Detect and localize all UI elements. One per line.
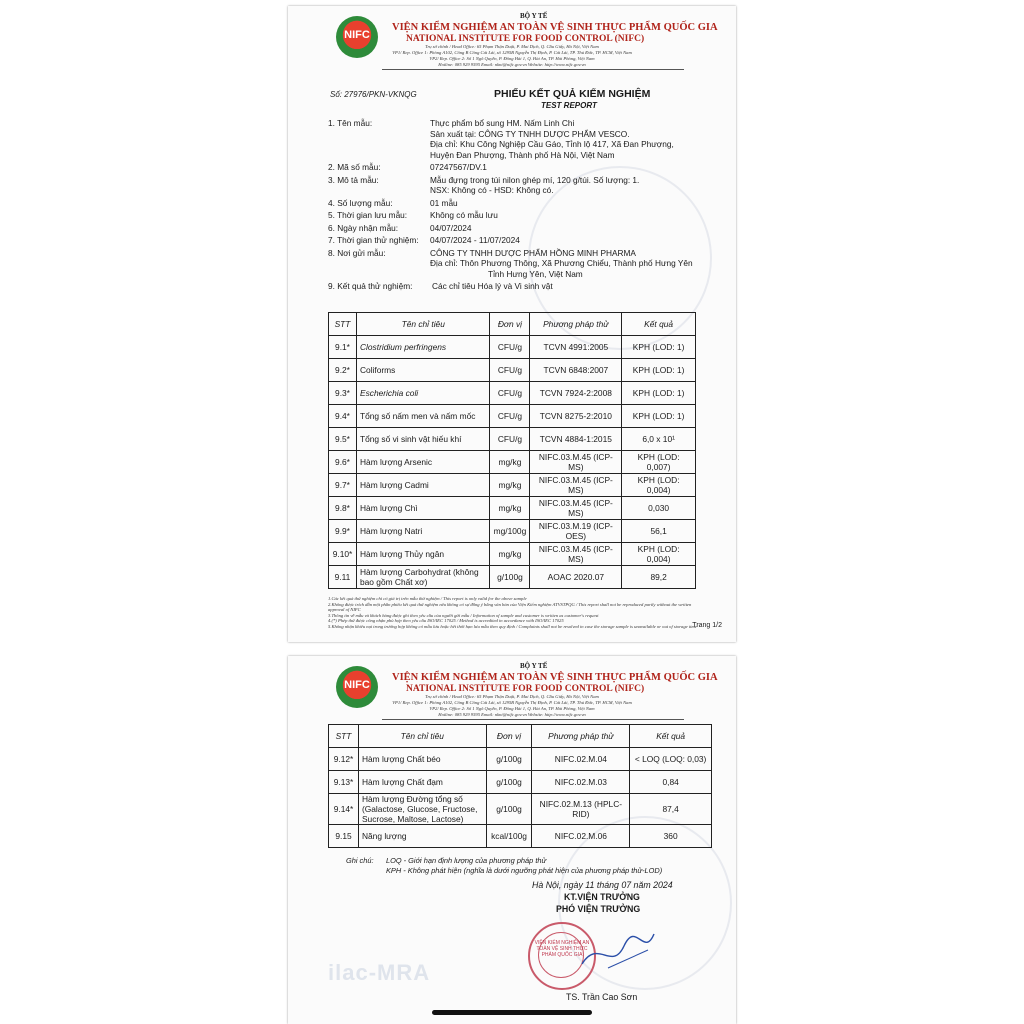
cell-method: NIFC.02.M.13 (HPLC-RID) xyxy=(532,794,630,825)
table-row xyxy=(329,382,696,405)
cell-unit: mg/kg xyxy=(490,451,530,474)
cell-result: 56,1 xyxy=(622,520,696,543)
sign-role: KT.VIỆN TRƯỞNG xyxy=(564,892,640,902)
sign-date: Hà Nội, ngày 11 tháng 07 năm 2024 xyxy=(532,880,673,890)
ilac-mra-watermark: ilac-MRA xyxy=(328,960,431,985)
report-header xyxy=(288,656,736,720)
info-label: 8. Nơi gửi mẫu: xyxy=(328,247,386,258)
institute-name-vn: VIỆN KIỂM NGHIỆM AN TOÀN VỆ SINH THỰC PHẨM QUỐC GIA xyxy=(392,672,718,683)
cell-name: Clostridium perfringens xyxy=(356,336,489,359)
info-value: 04/07/2024 - 11/07/2024 xyxy=(430,235,520,245)
cell-unit: kcal/100g xyxy=(486,825,532,848)
info-label: 2. Mã số mẫu: xyxy=(328,162,381,172)
info-label: 9. Kết quả thử nghiệm: xyxy=(328,281,413,291)
footnote: 5.Không nhận khiếu nại trong trường hợp không có mẫu lưu hoặc hết thời hạn lưu mẫu theo quy định / Complaints shall not be resolved in case the storage sample is unavailable or out of storage time xyxy=(328,623,697,629)
cell-stt: 9.6* xyxy=(329,451,357,474)
header-contact: Hotline: 085 929 9595 Email: nkni@nifc.gov.vn Website: http://www.nifc.gov.vn xyxy=(438,62,586,67)
cell-method: NIFC.03.M.45 (ICP-MS) xyxy=(530,451,622,474)
cell-stt: 9.8* xyxy=(329,497,357,520)
page-number: Trang 1/2 xyxy=(692,622,722,629)
col-header-unit: Đơn vị xyxy=(486,725,532,748)
cell-name: Hàm lượng Chất béo xyxy=(358,748,486,771)
note-kph: KPH - Không phát hiện (nghĩa là dưới ngưỡng phát hiện của phương pháp thử-LOD) xyxy=(386,866,663,875)
cell-name: Hàm lượng Chì xyxy=(356,497,489,520)
cell-method: NIFC.03.M.45 (ICP-MS) xyxy=(530,497,622,520)
cell-unit: CFU/g xyxy=(490,405,530,428)
table-row xyxy=(329,771,712,794)
cell-stt: 9.4* xyxy=(329,405,357,428)
cell-result: 6,0 x 10¹ xyxy=(622,428,696,451)
cell-result: KPH (LOD: 1) xyxy=(622,359,696,382)
col-header-stt: STT xyxy=(329,313,357,336)
col-header-result: Kết quả xyxy=(622,313,696,336)
header-address: VP1/ Rep. Office 1: Phòng A102, Công B Công Cát Lái, số 1295B Nguyễn Thị Định, P. Cát Lái, TP. Thủ Đức, TP. HCM, Việt Nam xyxy=(392,50,632,55)
col-header-name: Tên chỉ tiêu xyxy=(356,313,489,336)
table-row xyxy=(329,451,696,474)
cell-result: KPH (LOD: 1) xyxy=(622,405,696,428)
cell-name: Hàm lượng Thủy ngân xyxy=(356,543,489,566)
col-header-unit: Đơn vị xyxy=(490,313,530,336)
cell-unit: CFU/g xyxy=(490,336,530,359)
cell-stt: 9.3* xyxy=(329,382,357,405)
table-row xyxy=(329,543,696,566)
info-label: 7. Thời gian thử nghiệm: xyxy=(328,235,419,245)
cell-name: Năng lượng xyxy=(358,825,486,848)
cell-unit: g/100g xyxy=(486,794,532,825)
table-row xyxy=(329,359,696,382)
header-divider xyxy=(382,719,684,720)
cell-unit: CFU/g xyxy=(490,359,530,382)
cell-method: NIFC.03.M.19 (ICP-OES) xyxy=(530,520,622,543)
info-value: Tỉnh Hưng Yên, Việt Nam xyxy=(488,268,583,279)
table-row xyxy=(329,520,696,543)
col-header-result: Kết quả xyxy=(630,725,712,748)
col-header-method: Phương pháp thử xyxy=(532,725,630,748)
document-number: Số: 27976/PKN-VKNQG xyxy=(330,90,417,99)
report-page-1 xyxy=(288,6,736,642)
report-header xyxy=(288,6,736,70)
notes-label: Ghi chú: xyxy=(346,856,374,865)
official-stamp: VIỆN KIỂM NGHIỆM AN TOÀN VỆ SINH THỰC PHẨM QUỐC GIA xyxy=(528,922,596,990)
info-label: 5. Thời gian lưu mẫu: xyxy=(328,210,408,220)
footnotes xyxy=(328,596,708,630)
header-address: VP2/ Rep. Office 2: Số 1 Ngô Quyền, P. Đông Hải 1, Q. Hải An, TP. Hải Phòng, Việt Nam xyxy=(429,706,595,711)
header-contact: Hotline: 085 929 9595 Email: nkni@nifc.gov.vn Website: http://www.nifc.gov.vn xyxy=(438,712,586,717)
cell-method: NIFC.02.M.04 xyxy=(532,748,630,771)
info-value: Huyện Đan Phượng, Thành phố Hà Nội, Việt Nam xyxy=(430,149,615,160)
institute-name-en: NATIONAL INSTITUTE FOR FOOD CONTROL (NIFC) xyxy=(406,684,645,694)
cell-result: < LOQ (LOQ: 0,03) xyxy=(630,748,712,771)
info-value: 01 mẫu xyxy=(430,197,458,208)
info-value: CÔNG TY TNHH DƯỢC PHẨM HỒNG MINH PHARMA xyxy=(430,247,636,258)
info-value: Không có mẫu lưu xyxy=(430,210,498,220)
results-table xyxy=(328,724,712,848)
table-row xyxy=(329,748,712,771)
footnote: 4.(*) Phép thử được công nhận phù hợp theo yêu cầu ISO/IEC 17025 / Method is accredited in accordance with ISO/IEC 17025 xyxy=(328,618,564,624)
nifc-logo-icon: NIFC xyxy=(336,16,378,58)
cell-stt: 9.12* xyxy=(329,748,359,771)
header-address: VP1/ Rep. Office 1: Phòng A102, Công B Công Cát Lái, số 1295B Nguyễn Thị Định, P. Cát Lái, TP. Thủ Đức, TP. HCM, Việt Nam xyxy=(392,700,632,705)
info-value: Thực phẩm bổ sung HM. Nấm Linh Chi xyxy=(430,118,575,128)
institute-name-en: NATIONAL INSTITUTE FOR FOOD CONTROL (NIFC) xyxy=(406,34,645,44)
info-value: Sản xuất tại: CÔNG TY TNHH DƯỢC PHẨM VESCO. xyxy=(430,128,630,139)
cell-name: Tổng số nấm men và nấm mốc xyxy=(356,405,489,428)
info-value: 07247567/DV.1 xyxy=(430,162,487,172)
cell-result: 87,4 xyxy=(630,794,712,825)
info-value: NSX: Không có - HSD: Không có. xyxy=(430,185,554,195)
cell-name: Escherichia coli xyxy=(356,382,489,405)
header-address: Trụ sở chính / Head Office: 65 Phạm Thận Duật, P. Mai Dịch, Q. Cầu Giấy, Hà Nội, Việt Nam xyxy=(425,694,599,699)
info-value: Mẫu đựng trong túi nilon ghép mí, 120 g/túi. Số lượng: 1. xyxy=(430,174,640,185)
cell-result: 89,2 xyxy=(622,566,696,589)
report-page-2 xyxy=(288,656,736,1024)
cell-method: NIFC.02.M.03 xyxy=(532,771,630,794)
cell-name: Hàm lượng Arsenic xyxy=(356,451,489,474)
cell-stt: 9.11 xyxy=(329,566,357,589)
cell-name: Hàm lượng Cadmi xyxy=(356,474,489,497)
cell-result: KPH (LOD: 1) xyxy=(622,336,696,359)
cell-result: 0,030 xyxy=(622,497,696,520)
info-label: 4. Số lượng mẫu: xyxy=(328,197,393,208)
cell-stt: 9.1* xyxy=(329,336,357,359)
cell-method: NIFC.03.M.45 (ICP-MS) xyxy=(530,474,622,497)
info-label: 6. Ngày nhận mẫu: xyxy=(328,222,399,233)
header-address: Trụ sở chính / Head Office: 65 Phạm Thận Duật, P. Mai Dịch, Q. Cầu Giấy, Hà Nội, Việt Nam xyxy=(425,44,599,49)
cell-unit: mg/kg xyxy=(490,474,530,497)
info-value: Địa chỉ: Thôn Phương Thông, Xã Phương Chiểu, Thành phố Hưng Yên xyxy=(430,258,693,268)
cell-method: NIFC.03.M.45 (ICP-MS) xyxy=(530,543,622,566)
report-title: PHIẾU KẾT QUẢ KIỂM NGHIỆM xyxy=(494,88,651,100)
home-indicator[interactable] xyxy=(432,1010,592,1015)
institute-name-vn: VIỆN KIỂM NGHIỆM AN TOÀN VỆ SINH THỰC PHẨM QUỐC GIA xyxy=(392,22,718,33)
cell-stt: 9.13* xyxy=(329,771,359,794)
info-value: Địa chỉ: Khu Công Nghiệp Cầu Gáo, Tỉnh lộ 417, Xã Đan Phượng, xyxy=(430,139,674,149)
cell-result: KPH (LOD: 0,004) xyxy=(622,543,696,566)
cell-name: Coliforms xyxy=(356,359,489,382)
cell-stt: 9.5* xyxy=(329,428,357,451)
nifc-logo-icon: NIFC xyxy=(336,666,378,708)
cell-unit: CFU/g xyxy=(490,428,530,451)
cell-method: AOAC 2020.07 xyxy=(530,566,622,589)
col-header-method: Phương pháp thử xyxy=(530,313,622,336)
col-header-name: Tên chỉ tiêu xyxy=(358,725,486,748)
info-label: 1. Tên mẫu: xyxy=(328,118,373,128)
cell-method: TCVN 4884-1:2015 xyxy=(530,428,622,451)
cell-name: Hàm lượng Đường tổng số (Galactose, Glucose, Fructose, Sucrose, Maltose, Lactose) xyxy=(358,794,486,825)
table-row xyxy=(329,336,696,359)
cell-name: Hàm lượng Chất đạm xyxy=(358,771,486,794)
cell-method: TCVN 8275-2:2010 xyxy=(530,405,622,428)
signer-name: TS. Trần Cao Sơn xyxy=(566,992,638,1002)
cell-result: KPH (LOD: 0,007) xyxy=(622,451,696,474)
cell-unit: CFU/g xyxy=(490,382,530,405)
cell-method: NIFC.02.M.06 xyxy=(532,825,630,848)
note-loq: LOQ - Giới hạn định lượng của phương pháp thử xyxy=(386,856,547,865)
cell-unit: mg/kg xyxy=(490,497,530,520)
cell-name: Hàm lượng Natri xyxy=(356,520,489,543)
cell-method: TCVN 6848:2007 xyxy=(530,359,622,382)
footnote: 1.Các kết quả thử nghiệm chỉ có giá trị trên mẫu thử nghiệm / This report is only valid for the above sample xyxy=(328,596,527,601)
footnote: 2.Không được trích dẫn một phần phiếu kết quả thử nghiệm nếu không có sự đồng ý bằng văn bản của Viện Kiểm nghiệm ATVSTPQG / This report shall not be reproduced partly without the written approval of NIFC xyxy=(328,601,692,613)
table-row xyxy=(329,566,696,589)
footnote: 3.Thông tin về mẫu và khách hàng được ghi theo yêu cầu của người gửi mẫu / Information of sample and customer is written as customer's request xyxy=(328,612,599,618)
cell-result: 360 xyxy=(630,825,712,848)
report-subtitle: TEST REPORT xyxy=(541,101,597,110)
cell-unit: g/100g xyxy=(486,748,532,771)
table-row xyxy=(329,825,712,848)
table-row xyxy=(329,405,696,428)
table-row xyxy=(329,794,712,825)
cell-unit: g/100g xyxy=(486,771,532,794)
signature-icon xyxy=(578,928,658,978)
sign-role-deputy: PHÓ VIỆN TRƯỞNG xyxy=(556,904,641,914)
cell-method: TCVN 4991:2005 xyxy=(530,336,622,359)
ministry-name: BỘ Y TẾ xyxy=(520,662,548,670)
info-value: Các chỉ tiêu Hóa lý và Vi sinh vật xyxy=(432,281,553,291)
cell-result: 0,84 xyxy=(630,771,712,794)
header-address: VP2/ Rep. Office 2: Số 1 Ngô Quyền, P. Đông Hải 1, Q. Hải An, TP. Hải Phòng, Việt Nam xyxy=(429,56,595,61)
cell-stt: 9.2* xyxy=(329,359,357,382)
cell-stt: 9.15 xyxy=(329,825,359,848)
table-row xyxy=(329,497,696,520)
cell-unit: g/100g xyxy=(490,566,530,589)
table-row xyxy=(329,428,696,451)
info-label: 3. Mô tả mẫu: xyxy=(328,174,379,185)
cell-unit: mg/kg xyxy=(490,543,530,566)
table-row xyxy=(329,474,696,497)
ministry-name: BỘ Y TẾ xyxy=(520,12,548,20)
cell-method: TCVN 7924-2:2008 xyxy=(530,382,622,405)
cell-name: Hàm lượng Carbohydrat (không bao gồm Chất xơ) xyxy=(356,566,489,589)
cell-unit: mg/100g xyxy=(490,520,530,543)
cell-result: KPH (LOD: 0,004) xyxy=(622,474,696,497)
results-table xyxy=(328,312,696,589)
cell-name: Tổng số vi sinh vật hiếu khí xyxy=(356,428,489,451)
cell-stt: 9.7* xyxy=(329,474,357,497)
cell-stt: 9.9* xyxy=(329,520,357,543)
cell-result: KPH (LOD: 1) xyxy=(622,382,696,405)
cell-stt: 9.10* xyxy=(329,543,357,566)
col-header-stt: STT xyxy=(329,725,359,748)
info-value: 04/07/2024 xyxy=(430,222,472,233)
header-divider xyxy=(382,69,684,70)
cell-stt: 9.14* xyxy=(329,794,359,825)
